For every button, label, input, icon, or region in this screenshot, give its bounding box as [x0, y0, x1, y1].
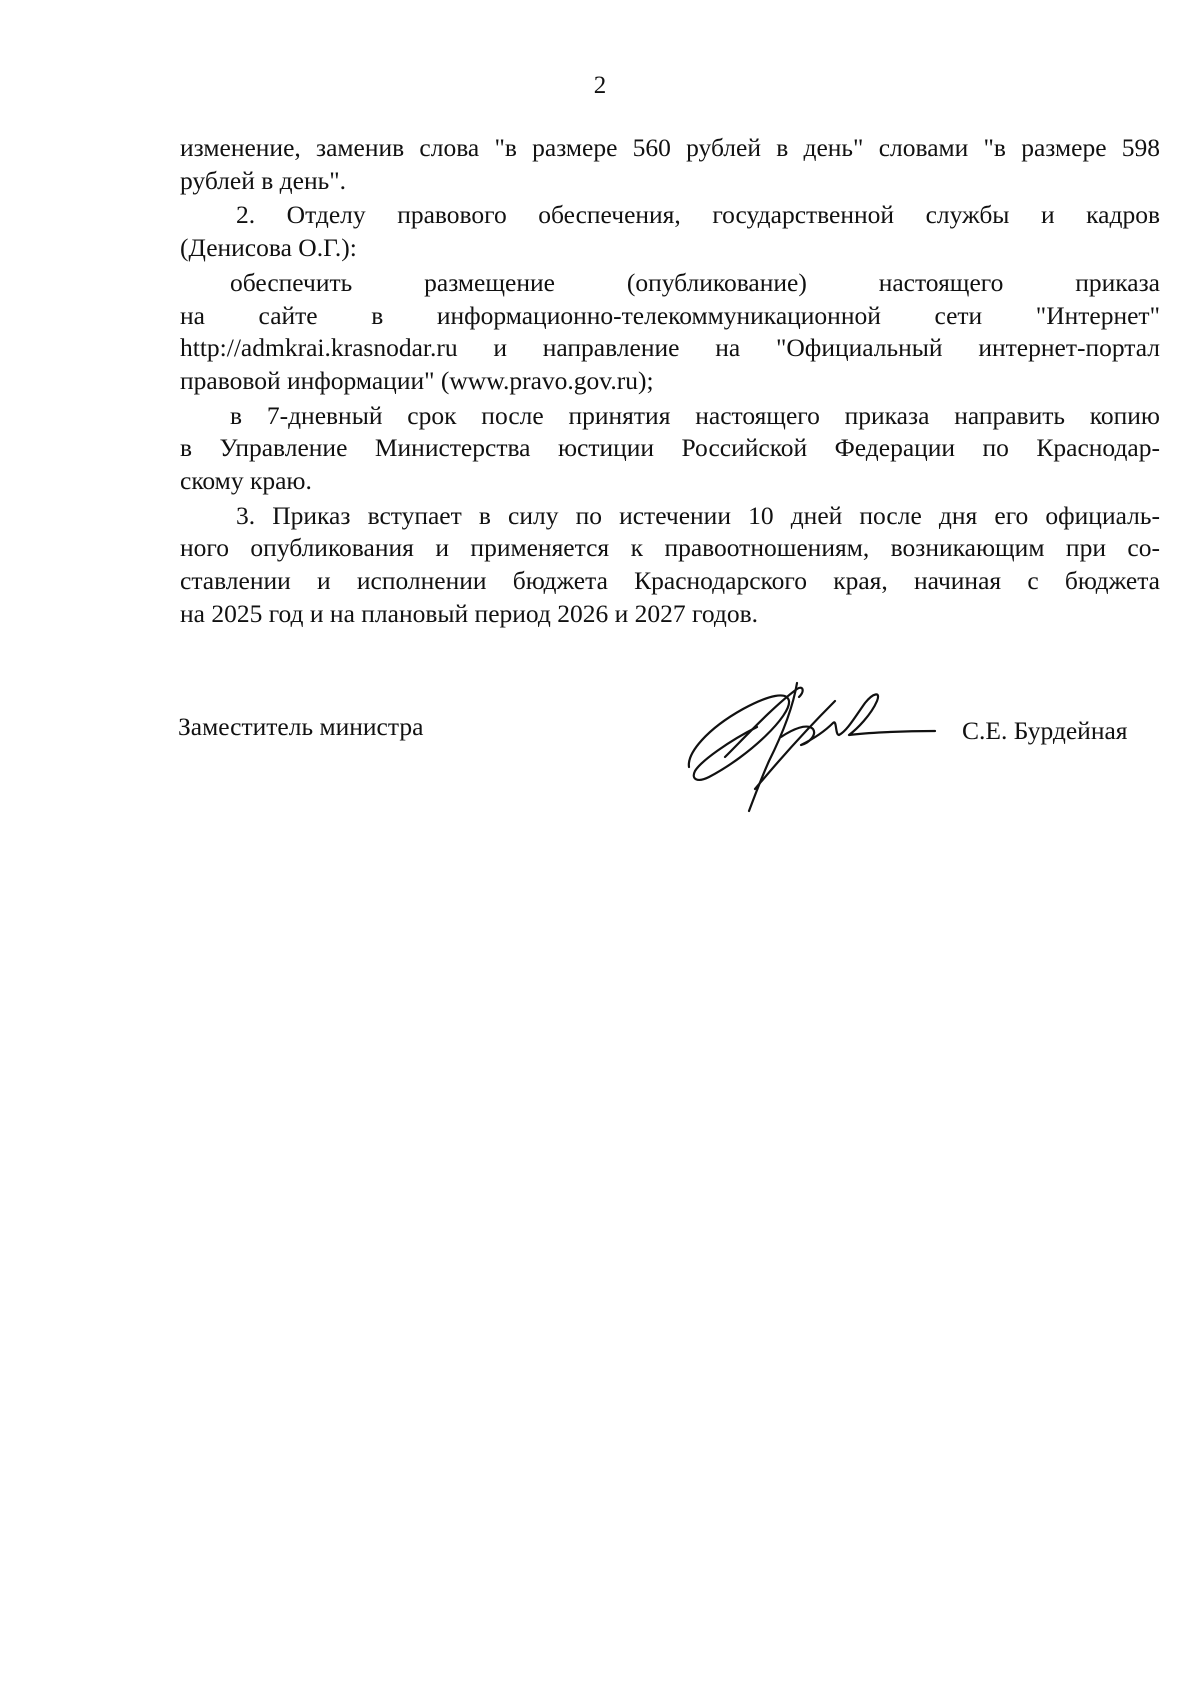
paragraph-3-line-3: ставлении и исполнении бюджета Краснодарского края, начиная с бюджета [180, 566, 1160, 596]
paragraph-3-line-1: 3. Приказ вступает в силу по истечении 10 дней после дня его официаль- [236, 500, 1160, 530]
signature-image [685, 665, 970, 820]
body-line-1: изменение, заменив слова "в размере 560 рублей в день" словами "в размере 598 [180, 133, 1160, 162]
item-publish-line-4: правовой информации" (www.pravo.gov.ru); [180, 365, 654, 395]
item-copy-line-2: в Управление Министерства юстиции Российской Федерации по Краснодар- [180, 433, 1160, 463]
document-body [180, 132, 1160, 631]
item-copy-line-1: в 7-дневный срок после принятия настоящего приказа направить копию [230, 400, 1160, 430]
paragraph-2-line-1: 2. Отделу правового обеспечения, государственной службы и кадров [236, 200, 1160, 230]
item-publish-line-3: http://admkrai.krasnodar.ru и направление на "Официальный интернет-портал [180, 333, 1160, 363]
signatory-title: Заместитель министра [178, 712, 424, 741]
paragraph-3-line-2: ного опубликования и применяется к правоотношениям, возникающим при со- [180, 533, 1160, 563]
body-line-2: рублей в день". [180, 165, 346, 195]
paragraph-3-line-4: на 2025 год и на плановый период 2026 и 2027 годов. [180, 598, 759, 628]
page-number: 2 [593, 72, 607, 99]
item-publish-line-1: обеспечить размещение (опубликование) настоящего приказа [230, 267, 1160, 297]
item-publish-line-2: на сайте в информационно-телекоммуникационной сети "Интернет" [180, 300, 1160, 330]
paragraph-2-line-2: (Денисова О.Г.): [180, 233, 357, 263]
item-copy-line-3: скому краю. [180, 466, 312, 496]
signatory-name: С.Е. Бурдейная [962, 716, 1128, 745]
